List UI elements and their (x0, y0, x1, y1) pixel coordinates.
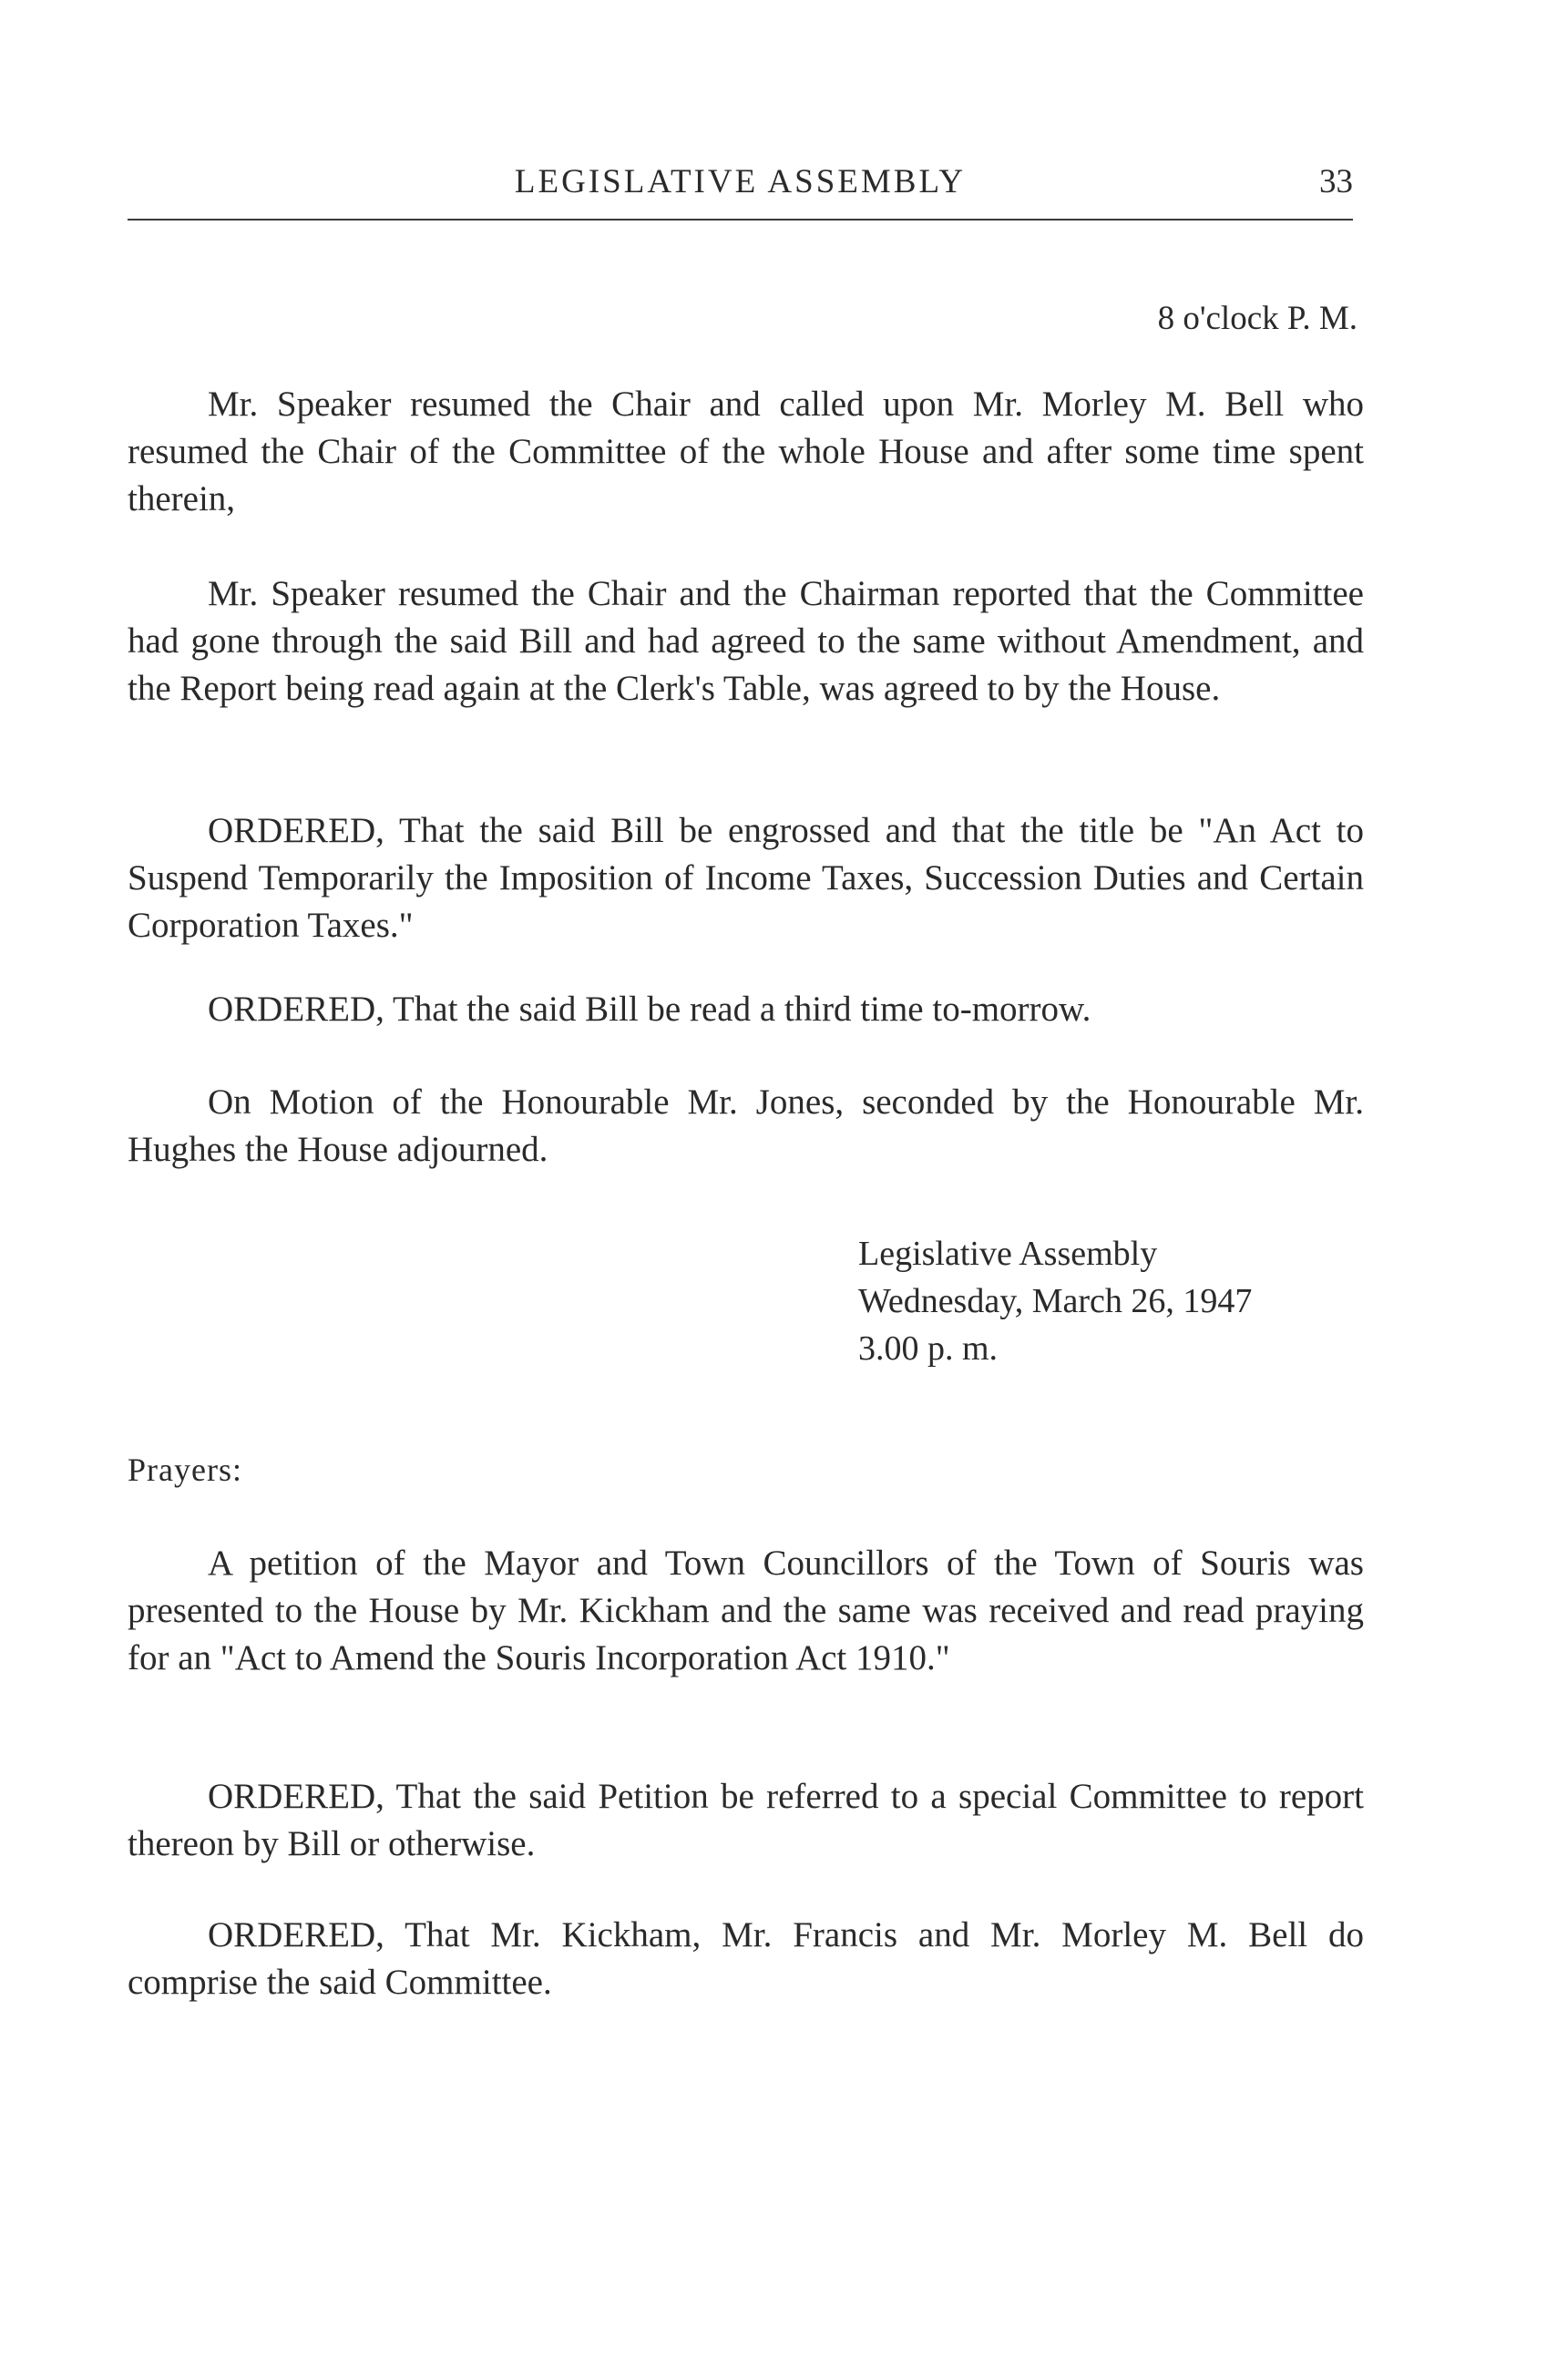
paragraph-ordered-referred: ORDERED, That the said Petition be referred to a special Committee to report thereon by Bill or otherwise. (128, 1777, 1364, 1863)
dateline-date: Wednesday, March 26, 1947 (858, 1282, 1253, 1320)
dateline-assembly: Legislative Assembly (858, 1235, 1158, 1273)
paragraph-ordered-committee: ORDERED, That Mr. Kickham, Mr. Francis and Mr. Morley M. Bell do comprise the said Committee. (128, 1915, 1364, 2002)
paragraph-adjournment: On Motion of the Honourable Mr. Jones, seconded by the Honourable Mr. Hughes the House adjourned. (128, 1082, 1364, 1169)
time-heading: 8 o'clock P. M. (1157, 300, 1357, 337)
page-header (128, 162, 1353, 221)
paragraph-ordered-engrossed: ORDERED, That the said Bill be engrossed and that the title be "An Act to Suspend Temporarily the Imposition of Income Taxes, Succession Duties and Certain Corporation Taxes." (128, 811, 1364, 945)
dateline-time: 3.00 p. m. (858, 1329, 999, 1368)
page-number: 33 (1319, 163, 1353, 200)
paragraph-chairman-report: Mr. Speaker resumed the Chair and the Chairman reported that the Committee had gone through the said Bill and had agreed to the same without Amendment, and the Report being read again at the Clerk's Table, was agreed to by the House. (128, 574, 1364, 708)
paragraph-speaker-calls-bell: Mr. Speaker resumed the Chair and called upon Mr. Morley M. Bell who resumed the Chair of the Committee of the whole House and after some time spent therein, (128, 385, 1364, 518)
paragraph-ordered-third-reading: ORDERED, That the said Bill be read a third time to-morrow. (208, 990, 1091, 1029)
running-title: LEGISLATIVE ASSEMBLY (514, 163, 967, 200)
sitting-dateline (858, 1230, 1252, 1372)
prayers-label: Prayers: (128, 1452, 242, 1488)
paragraph-souris-petition: A petition of the Mayor and Town Councillors of the Town of Souris was presented to the House by Mr. Kickham and the same was received and read praying for an "Act to Amend the Souris Incorporation Act 1910." (128, 1544, 1364, 1677)
